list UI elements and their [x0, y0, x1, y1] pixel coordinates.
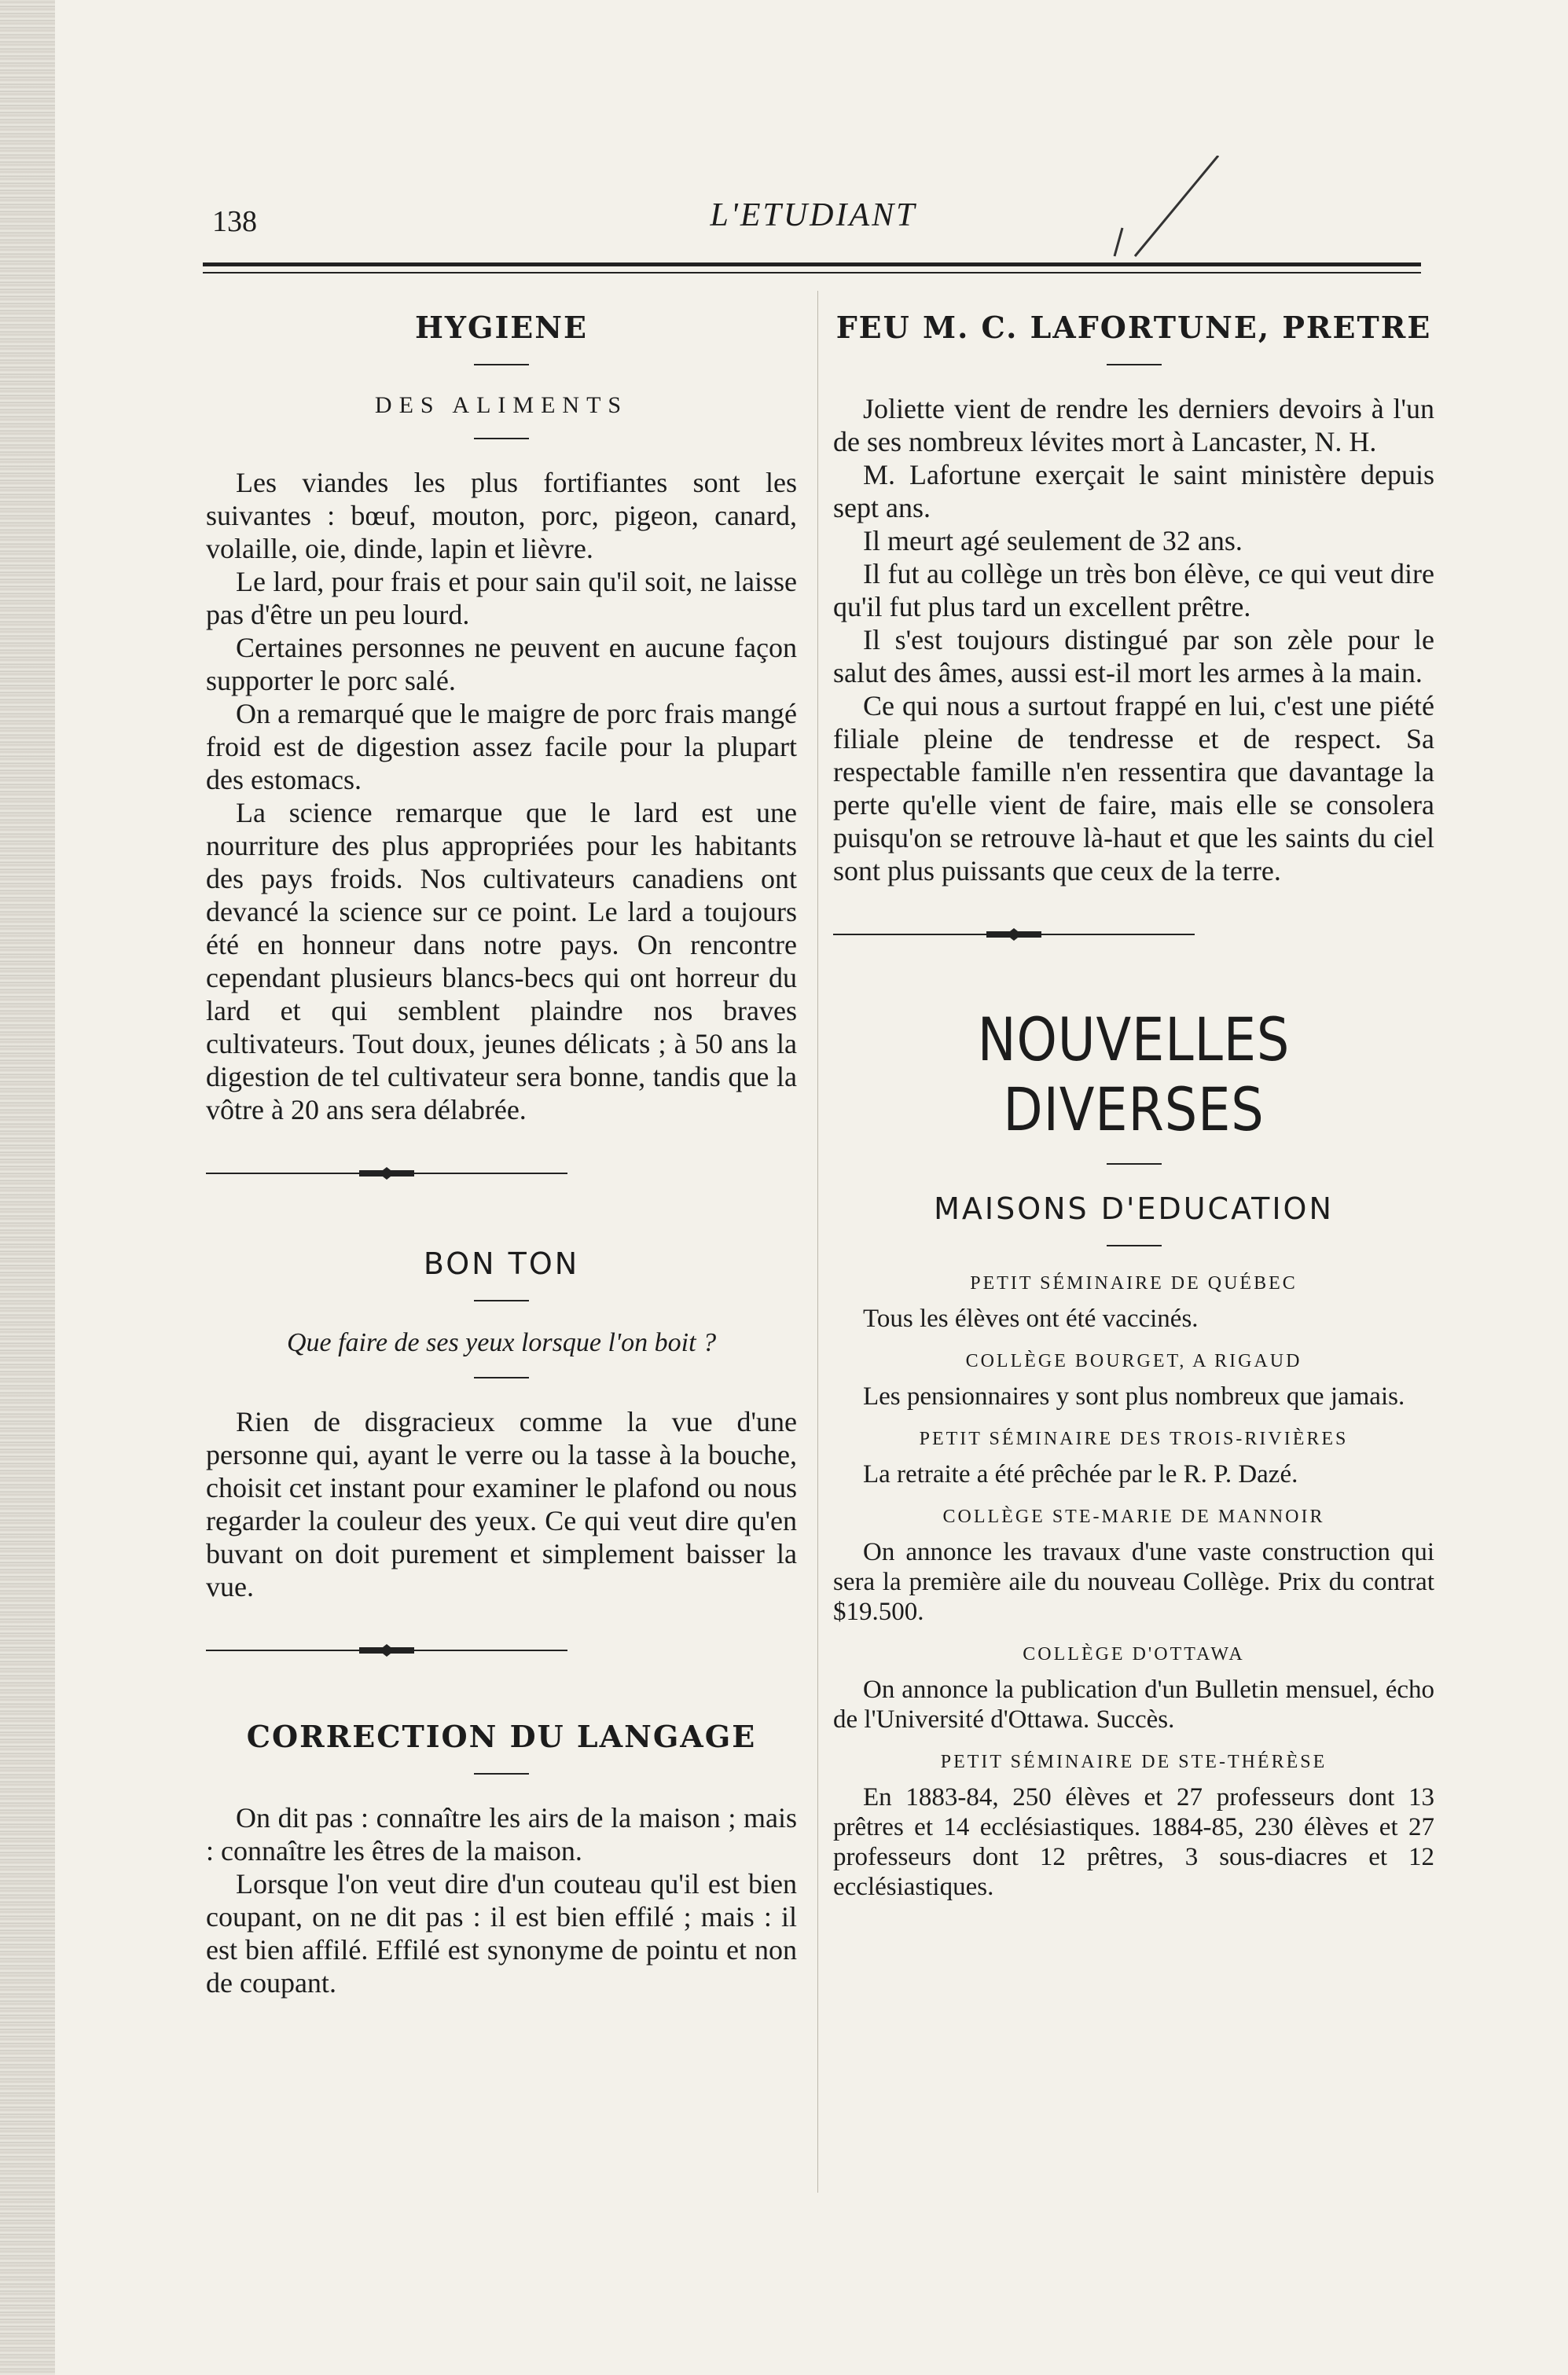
nouvelles-title: NOUVELLES DIVERSES [977, 1004, 1291, 1144]
page-header [206, 189, 1421, 251]
title-dash [474, 1300, 529, 1301]
paragraph: On a remarqué que le maigre de porc frais mangé froid est de digestion assez facile pour la plupart des estomacs. [206, 698, 797, 795]
paragraph: Il s'est toujours distingué par son zèle pour le salut des âmes, aussi est-il mort les armes à la main. [833, 624, 1434, 688]
lafortune-title: FEU M. C. LAFORTUNE, PRETRE [835, 310, 1432, 345]
article-lafortune [833, 310, 1434, 887]
school-name: COLLÈGE BOURGET, A RIGAUD [965, 1351, 1302, 1371]
paragraph: Les viandes les plus fortifiantes sont les suivantes : bœuf, mouton, porc, pigeon, canard, volaille, oie, dinde, lapin et lièvre. [206, 467, 797, 564]
news-text: On annonce les travaux d'une vaste construction qui sera la première aile du nouveau Collège. Prix du contrat $19.500. [833, 1538, 1434, 1626]
paragraph: M. Lafortune exerçait le saint ministère depuis sept ans. [833, 459, 1434, 523]
paragraph: Lorsque l'on veut dire d'un couteau qu'il est bien coupant, on ne dit pas : il est bien effilé ; mais : il est bien affilé. Effilé est synonyme de pointu et non de coupant. [206, 1868, 797, 1999]
title-dash [1107, 1163, 1162, 1165]
header-rule-thick [203, 262, 1421, 266]
bon-ton-title: BON TON [423, 1246, 580, 1281]
news-text: Les pensionnaires y sont plus nombreux que jamais. [863, 1382, 1405, 1411]
school-name: PETIT SÉMINAIRE DE STE-THÉRÈSE [940, 1752, 1327, 1772]
paragraph: Joliette vient de rendre les derniers devoirs à l'un de ses nombreux lévites mort à Lancaster, N. H. [833, 393, 1434, 457]
article-correction [206, 1719, 797, 1999]
title-dash [474, 1773, 529, 1775]
column-divider [817, 291, 818, 2193]
paragraph: Ce qui nous a surtout frappé en lui, c'est une piété filiale pleine de tendresse et de respect. Sa respectable famille n'en ressentira que davantage la perte qu'elle vient de faire, mais elle se consolera puisqu'on se retrouve là-haut et que les saints du ciel sont plus puissants que ceux de la terre. [833, 690, 1434, 886]
bon-ton-subtitle: Que faire de ses yeux lorsque l'on boit ? [286, 1328, 717, 1357]
news-text: Tous les élèves ont été vaccinés. [863, 1305, 1199, 1333]
paragraph: Le lard, pour frais et pour sain qu'il soit, ne laisse pas d'être un peu lourd. [206, 566, 797, 630]
paragraph: Rien de disgracieux comme la vue d'une personne qui, ayant le verre ou la tasse à la bouche, choisit cet instant pour examiner le plafond ou nous regarder la couleur des yeux. Ce qui veut dire qu'en buvant on doit purement et simplement baisser la vue. [206, 1406, 797, 1602]
subtitle-dash [474, 1377, 529, 1378]
right-column [833, 291, 1434, 1902]
title-dash [474, 364, 529, 365]
school-name: COLLÈGE D'OTTAWA [1023, 1644, 1245, 1665]
left-column [206, 291, 797, 1999]
news-text: La retraite a été prêchée par le R. P. Dazé. [863, 1460, 1298, 1489]
header-rule-thin [203, 272, 1421, 273]
ornament-divider [206, 1165, 567, 1181]
school-name: PETIT SÉMINAIRE DES TROIS-RIVIÈRES [919, 1429, 1349, 1449]
paragraph: On dit pas : connaître les airs de la maison ; mais : connaître les êtres de la maison. [206, 1802, 797, 1867]
hygiene-subtitle: DES ALIMENTS [374, 392, 629, 418]
paragraph: Il meurt agé seulement de 32 ans. [863, 525, 1243, 556]
binding-edge [0, 0, 55, 2375]
article-nouvelles [833, 1004, 1434, 1902]
correction-title: CORRECTION DU LANGAGE [246, 1719, 757, 1754]
journal-title: L'ETUDIANT [710, 197, 917, 233]
news-text: En 1883-84, 250 élèves et 27 professeurs dont 13 prêtres et 14 ecclésiastiques. 1884-85, 230 élèves et 27 professeurs dont 12 prêtres, 3 sous-diacres et 12 ecclésiastiques. [833, 1783, 1434, 1901]
title-dash [1107, 364, 1162, 365]
school-name: PETIT SÉMINAIRE DE QUÉBEC [970, 1273, 1298, 1294]
nouvelles-subtitle: MAISONS D'EDUCATION [934, 1191, 1334, 1226]
page-number: 138 [212, 205, 257, 238]
ornament-divider [833, 927, 1195, 942]
article-hygiene [206, 310, 797, 1126]
paragraph: Certaines personnes ne peuvent en aucune façon supporter le porc salé. [206, 632, 797, 696]
hygiene-title: HYGIENE [415, 310, 588, 345]
paragraph: Il fut au collège un très bon élève, ce qui veut dire qu'il fut plus tard un excellent prêtre. [833, 558, 1434, 622]
ornament-divider [206, 1643, 567, 1658]
paragraph: La science remarque que le lard est une nourriture des plus appropriées pour les habitants des pays froids. Nos cultivateurs canadiens ont devancé la science sur ce point. Le lard a toujours été en honneur dans notre pays. On rencontre cependant plusieurs blancs-becs qui ont horreur du lard et qui semblent plaindre nos braves cultivateurs. Tout doux, jeunes délicats ; à 50 ans la digestion de tel cultivateur sera bonne, tandis que la vôtre à 20 ans sera délabrée. [206, 797, 797, 1125]
school-name: COLLÈGE STE-MARIE DE MANNOIR [942, 1507, 1325, 1527]
article-bon-ton [206, 1246, 797, 1603]
subtitle-dash [474, 438, 529, 439]
subtitle-dash [1107, 1245, 1162, 1246]
handwritten-mark [1100, 156, 1226, 258]
news-text: On annonce la publication d'un Bulletin mensuel, écho de l'Université d'Ottawa. Succès. [833, 1676, 1434, 1734]
